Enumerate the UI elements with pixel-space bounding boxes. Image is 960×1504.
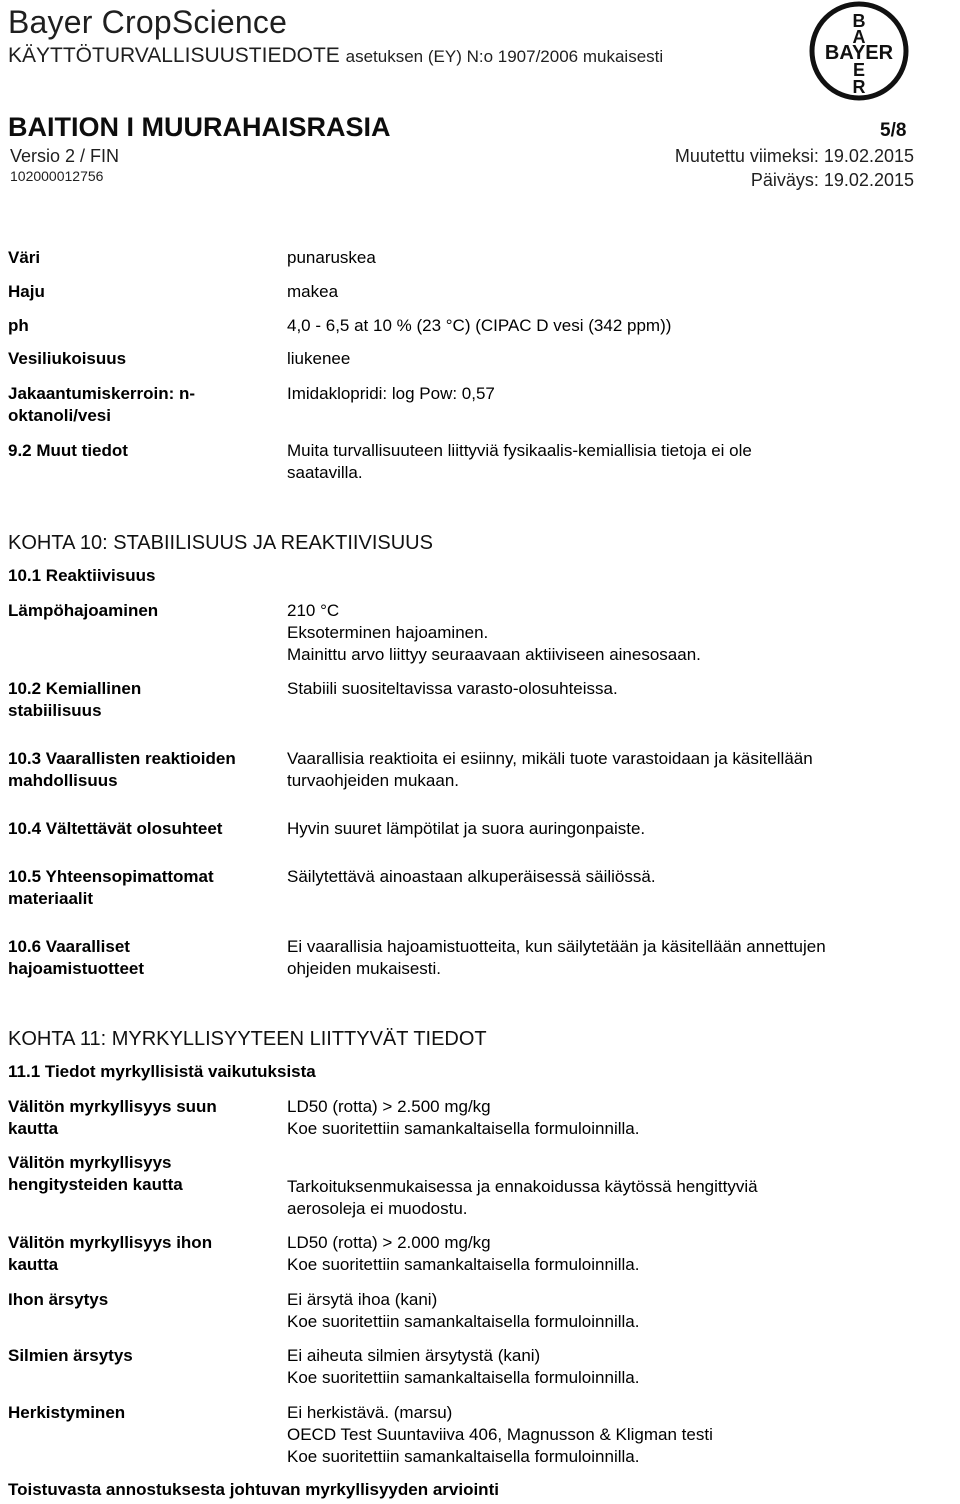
row-label-thermal-decomposition (8, 600, 278, 622)
version: Versio 2 / FIN (10, 146, 120, 166)
value-line: Koe suoritettiin samankaltaisella formuloinnilla. (287, 1447, 640, 1466)
value-line: Ei vaarallisia hajoamistuotteita, kun säilytetään ja käsitellään annettujen (287, 937, 826, 956)
property-value-other-info (287, 440, 937, 484)
value-line: Vaarallisia reaktioita ei esiinny, mikäli tuote varastoidaan ja käsitellään (287, 749, 813, 768)
last-modified: Muutettu viimeksi: 19.02.2015 (674, 146, 914, 166)
label-line: kautta (8, 1119, 59, 1138)
row-label-hazardous-reactions (8, 748, 278, 792)
property-label-partition-coefficient (8, 383, 278, 427)
row-value-acute-dermal-toxicity (287, 1232, 937, 1276)
property-value-odor: makea (287, 282, 339, 301)
section-10-heading: KOHTA 10: STABIILISUUS JA REAKTIIVISUUS (8, 532, 433, 554)
row-value-decomposition-products (287, 936, 937, 980)
value-line: Mainittu arvo liittyy seuraavaan aktiiviseen ainesosaan. (287, 645, 701, 664)
svg-text:R: R (852, 77, 866, 97)
row-label-incompatible-materials (8, 866, 278, 910)
label-line: kautta (8, 1255, 59, 1274)
label-line: Silmien ärsytys (8, 1346, 133, 1365)
svg-text:B: B (852, 11, 866, 31)
label-line: hajoamistuotteet (8, 959, 145, 978)
document-date: Päiväys: 19.02.2015 (750, 170, 914, 190)
value-line: aerosoleja ei muodostu. (287, 1199, 468, 1218)
label-line: 10.4 Vältettävät olosuhteet (8, 819, 223, 838)
value-line: saatavilla. (287, 463, 363, 482)
label-line: 10.2 Kemiallinen (8, 679, 142, 698)
svg-text:E: E (852, 60, 866, 80)
row-value-conditions-to-avoid (287, 818, 937, 840)
value-line: OECD Test Suuntaviiva 406, Magnusson & Kligman testi (287, 1425, 713, 1444)
row-value-sensitization (287, 1402, 937, 1468)
row-label-sensitization (8, 1402, 278, 1424)
label-line: hengitysteiden kautta (8, 1175, 183, 1194)
product-name: BAITION I MUURAHAISRASIA (8, 112, 391, 142)
value-line: ohjeiden mukaisesti. (287, 959, 442, 978)
value-line: LD50 (rotta) > 2.000 mg/kg (287, 1233, 491, 1252)
label-line: 10.5 Yhteensopimattomat (8, 867, 214, 886)
property-value-ph: 4,0 - 6,5 at 10 % (23 °C) (CIPAC D vesi (342 ppm)) (287, 316, 672, 335)
label-line: Herkistyminen (8, 1403, 126, 1422)
label-line: Välitön myrkyllisyys (8, 1153, 172, 1172)
row-label-chemical-stability (8, 678, 278, 722)
row-label-decomposition-products (8, 936, 278, 980)
label-line: Ihon ärsytys (8, 1290, 109, 1309)
property-label-solubility: Vesiliukoisuus (8, 349, 127, 368)
label-line: oktanoli/vesi (8, 406, 111, 425)
row-value-chemical-stability (287, 678, 937, 700)
label-line: Lämpöhajoaminen (8, 601, 159, 620)
document-title-sub: asetuksen (EY) N:o 1907/2006 mukaisesti (345, 47, 664, 66)
row-value-incompatible-materials (287, 866, 937, 888)
repeated-dose-toxicity-heading: Toistuvasta annostuksesta johtuvan myrkyllisyyden arviointi (8, 1480, 499, 1499)
value-line: Ei aiheuta silmien ärsytystä (kani) (287, 1346, 541, 1365)
row-label-skin-irritation (8, 1289, 278, 1311)
label-line: 10.6 Vaaralliset (8, 937, 130, 956)
row-label-acute-inhalation-toxicity (8, 1152, 278, 1196)
property-value-partition-coefficient: Imidaklopridi: log Pow: 0,57 (287, 384, 495, 403)
document-number: 102000012756 (10, 168, 104, 184)
value-line: Eksoterminen hajoaminen. (287, 623, 489, 642)
label-line: materiaalit (8, 889, 94, 908)
bayer-logo (808, 0, 910, 102)
row-label-conditions-to-avoid (8, 818, 278, 840)
label-line: Jakaantumiskerroin: n- (8, 384, 196, 403)
svg-text:A: A (852, 27, 866, 47)
label-line: Välitön myrkyllisyys suun (8, 1097, 217, 1116)
row-value-acute-oral-toxicity (287, 1096, 937, 1140)
svg-text:BAYER: BAYER (824, 42, 894, 64)
value-line: Säilytettävä ainoastaan alkuperäisessä säiliössä. (287, 867, 656, 886)
row-label-acute-dermal-toxicity (8, 1232, 278, 1276)
value-line: 210 °C (287, 601, 340, 620)
label-line: mahdollisuus (8, 771, 118, 790)
company-name: Bayer CropScience (8, 4, 288, 40)
section-11-1-heading: 11.1 Tiedot myrkyllisistä vaikutuksista (8, 1062, 316, 1081)
label-line: 10.3 Vaarallisten reaktioiden (8, 749, 236, 768)
value-line: Hyvin suuret lämpötilat ja suora auringonpaiste. (287, 819, 646, 838)
value-line: Stabiili suositeltavissa varasto-olosuhteissa. (287, 679, 618, 698)
property-label-ph: ph (8, 316, 29, 335)
value-line: Ei ärsytä ihoa (kani) (287, 1290, 438, 1309)
document-title (8, 44, 663, 68)
row-value-skin-irritation (287, 1289, 937, 1333)
page-number: 5/8 (880, 120, 907, 141)
value-line: Ei herkistävä. (marsu) (287, 1403, 453, 1422)
value-line: LD50 (rotta) > 2.500 mg/kg (287, 1097, 491, 1116)
property-label-odor: Haju (8, 282, 45, 301)
property-value-color: punaruskea (287, 248, 376, 267)
value-line: Koe suoritettiin samankaltaisella formuloinnilla. (287, 1368, 640, 1387)
row-value-hazardous-reactions (287, 748, 937, 792)
section-10-1-heading: 10.1 Reaktiivisuus (8, 566, 156, 585)
value-line: Muita turvallisuuteen liittyviä fysikaalis-kemiallisia tietoja ei ole (287, 441, 752, 460)
property-label-color: Väri (8, 248, 41, 267)
label-line: stabiilisuus (8, 701, 102, 720)
property-label-other-info: 9.2 Muut tiedot (8, 441, 128, 460)
row-label-eye-irritation (8, 1345, 278, 1367)
value-line: Koe suoritettiin samankaltaisella formuloinnilla. (287, 1312, 640, 1331)
value-line: turvaohjeiden mukaan. (287, 771, 460, 790)
row-value-acute-inhalation-toxicity (287, 1176, 937, 1220)
row-value-thermal-decomposition (287, 600, 937, 666)
property-value-solubility: liukenee (287, 349, 351, 368)
label-line: Välitön myrkyllisyys ihon (8, 1233, 213, 1252)
row-value-eye-irritation (287, 1345, 937, 1389)
value-line: Koe suoritettiin samankaltaisella formuloinnilla. (287, 1119, 640, 1138)
value-line: Tarkoituksenmukaisessa ja ennakoidussa käytössä hengittyviä (287, 1177, 758, 1196)
document-title-main: KÄYTTÖTURVALLISUUSTIEDOTE (8, 44, 340, 67)
value-line: Koe suoritettiin samankaltaisella formuloinnilla. (287, 1255, 640, 1274)
row-label-acute-oral-toxicity (8, 1096, 278, 1140)
section-11-heading: KOHTA 11: MYRKYLLISYYTEEN LIITTYVÄT TIEDOT (8, 1028, 487, 1050)
